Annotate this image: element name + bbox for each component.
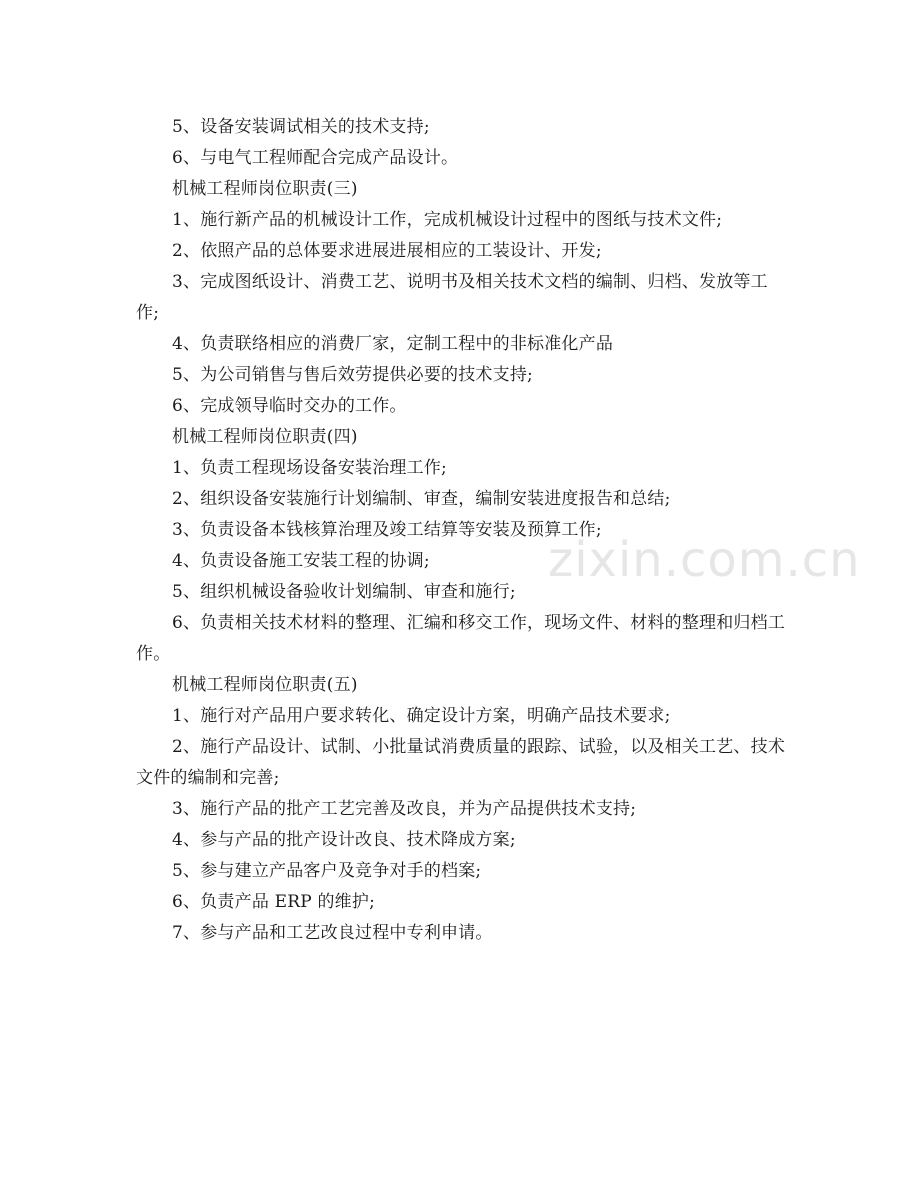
list-item: 6、完成领导临时交办的工作。	[172, 396, 407, 416]
watermark: zixin.com.cn	[548, 532, 861, 588]
list-item: 3、完成图纸设计、消费工艺、说明书及相关技术文档的编制、归档、发放等工作;	[136, 272, 768, 323]
list-item: 5、设备安装调试相关的技术支持;	[172, 117, 430, 137]
list-item: 1、施行新产品的机械设计工作，完成机械设计过程中的图纸与技术文件;	[172, 210, 723, 230]
list-item: 6、负责产品 ERP 的维护;	[172, 892, 375, 912]
list-item: 5、为公司销售与售后效劳提供必要的技术支持;	[172, 365, 533, 385]
section-heading: 机械工程师岗位职责(四)	[172, 427, 358, 447]
list-item: 6、与电气工程师配合完成产品设计。	[172, 148, 459, 168]
list-item: 4、负责联络相应的消费厂家，定制工程中的非标准化产品	[172, 334, 614, 354]
list-item: 3、负责设备本钱核算治理及竣工结算等安装及预算工作;	[172, 520, 602, 540]
list-item: 2、施行产品设计、试制、小批量试消费质量的跟踪、试验，以及相关工艺、技术文件的编制和完善;	[136, 737, 786, 788]
list-item: 4、参与产品的批产设计改良、技术降成方案;	[172, 830, 516, 850]
list-item: 5、参与建立产品客户及竞争对手的档案;	[172, 861, 482, 881]
section-heading: 机械工程师岗位职责(三)	[172, 179, 358, 199]
list-item: 6、负责相关技术材料的整理、汇编和移交工作，现场文件、材料的整理和归档工作。	[136, 613, 786, 664]
list-item: 5、组织机械设备验收计划编制、审查和施行;	[172, 582, 516, 602]
document-body	[136, 112, 788, 949]
list-item: 4、负责设备施工安装工程的协调;	[172, 551, 430, 571]
list-item: 2、依照产品的总体要求进展进展相应的工装设计、开发;	[172, 241, 602, 261]
list-item: 3、施行产品的批产工艺完善及改良，并为产品提供技术支持;	[172, 799, 637, 819]
list-item: 1、施行对产品用户要求转化、确定设计方案，明确产品技术要求;	[172, 706, 671, 726]
list-item: 7、参与产品和工艺改良过程中专利申请。	[172, 923, 493, 943]
list-item: 2、组织设备安装施行计划编制、审查，编制安装进度报告和总结;	[172, 489, 671, 509]
section-heading: 机械工程师岗位职责(五)	[172, 675, 358, 695]
list-item: 1、负责工程现场设备安装治理工作;	[172, 458, 447, 478]
